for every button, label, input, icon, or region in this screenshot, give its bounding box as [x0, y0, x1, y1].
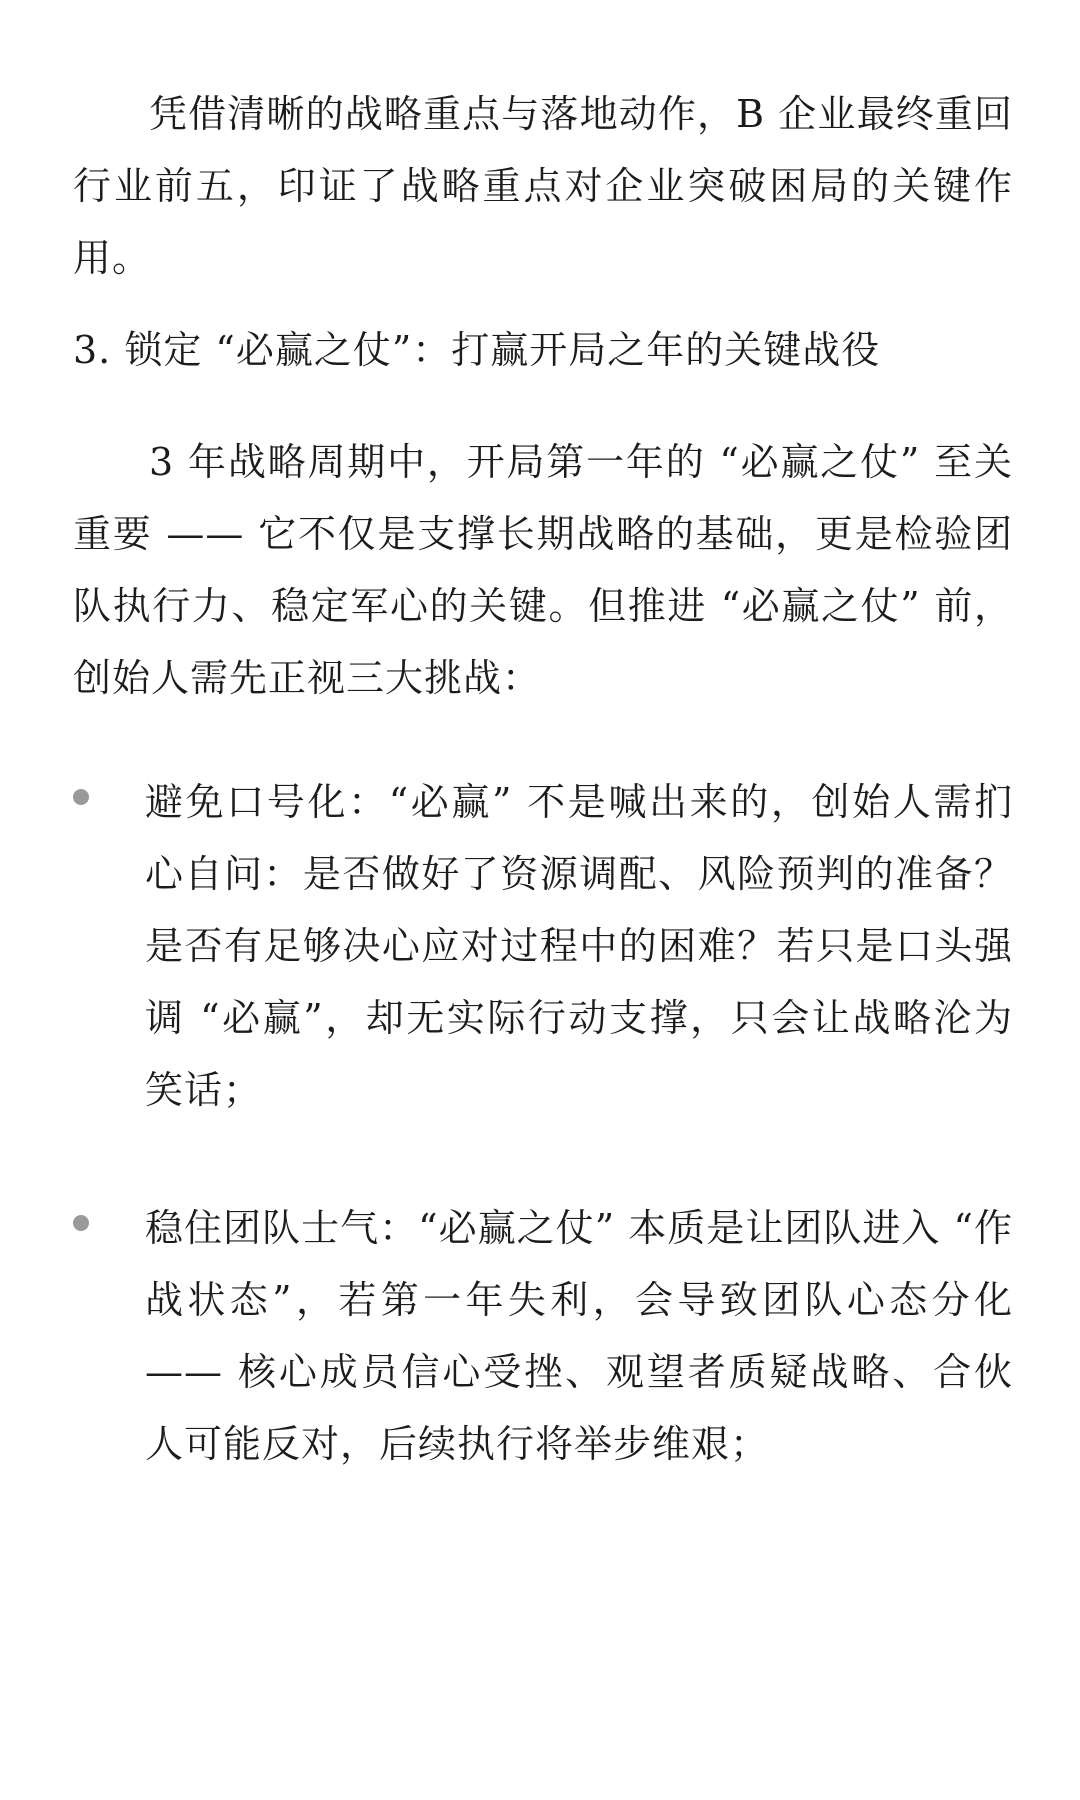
bullet-dot-icon: [73, 1215, 89, 1231]
list-item-text: 稳住团队士气：“必赢之仗” 本质是让团队进入 “作战状态”，若第一年失利，会导致团队心态分化 —— 核心成员信心受挫、观望者质疑战略、合伙人可能反对，后续执行将举步维艰；: [145, 1206, 1013, 1466]
list-item: [73, 1192, 1013, 1480]
paragraph-challenges: 3 年战略周期中，开局第一年的 “必赢之仗” 至关重要 —— 它不仅是支撑长期战略的基础，更是检验团队执行力、稳定军心的关键。但推进 “必赢之仗” 前，创始人需先正视三大挑战：: [73, 440, 1013, 700]
list-item: [73, 766, 1013, 1126]
paragraph-intro: 凭借清晰的战略重点与落地动作，B 企业最终重回行业前五，印证了战略重点对企业突破困局的关键作用。: [73, 92, 1013, 280]
list-item-text: 避免口号化：“必赢” 不是喊出来的，创始人需扪心自问：是否做好了资源调配、风险预判的准备？是否有足够决心应对过程中的困难？若只是口头强调 “必赢”，却无实际行动支撑，只会让战略沦为笑话；: [145, 780, 1013, 1112]
bullet-dot-icon: [73, 789, 89, 805]
article-body: [73, 78, 1013, 1480]
challenge-list: [73, 766, 1013, 1480]
section-heading: 3. 锁定 “必赢之仗”：打赢开局之年的关键战役: [73, 328, 881, 372]
